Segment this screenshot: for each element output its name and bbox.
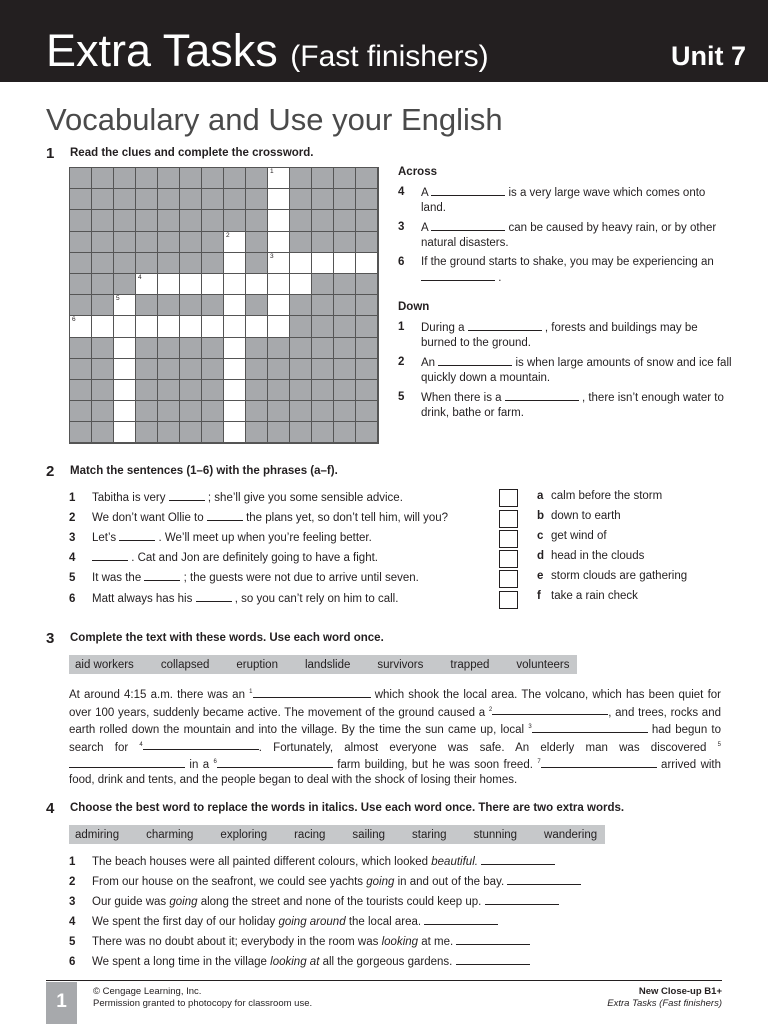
q3-instruction: Complete the text with these words. Use each word once. bbox=[70, 632, 384, 644]
crossword-cell[interactable] bbox=[114, 338, 136, 359]
crossword-block bbox=[92, 422, 114, 443]
crossword-cell[interactable] bbox=[180, 274, 202, 295]
crossword-block bbox=[334, 295, 356, 316]
crossword-block bbox=[356, 422, 378, 443]
crossword-block bbox=[224, 168, 246, 189]
crossword-block bbox=[290, 168, 312, 189]
crossword-cell[interactable] bbox=[136, 274, 158, 295]
crossword-clue-number: 1 bbox=[270, 168, 274, 175]
crossword-block bbox=[356, 359, 378, 380]
crossword-clue-number: 6 bbox=[72, 316, 76, 324]
crossword-cell[interactable] bbox=[268, 295, 290, 316]
crossword-block bbox=[158, 380, 180, 401]
crossword-block bbox=[180, 189, 202, 210]
answer-blank[interactable] bbox=[431, 220, 505, 231]
crossword-block bbox=[92, 380, 114, 401]
crossword-block bbox=[180, 359, 202, 380]
crossword-block bbox=[312, 422, 334, 443]
crossword-block bbox=[312, 210, 334, 231]
italics-item: 6 We spent a long time in the village looking at all the gorgeous gardens. bbox=[69, 954, 530, 968]
crossword-cell[interactable] bbox=[290, 274, 312, 295]
match-phrase: e storm clouds are gathering bbox=[537, 570, 688, 582]
word-box-item: racing bbox=[294, 828, 326, 841]
crossword-block bbox=[290, 338, 312, 359]
crossword-block bbox=[136, 401, 158, 422]
match-answer-box[interactable] bbox=[499, 591, 518, 609]
crossword-block bbox=[356, 168, 378, 189]
crossword-cell[interactable] bbox=[180, 316, 202, 337]
crossword-block bbox=[246, 189, 268, 210]
crossword-block bbox=[356, 232, 378, 253]
crossword-block bbox=[180, 422, 202, 443]
crossword-block bbox=[290, 232, 312, 253]
crossword-block bbox=[334, 380, 356, 401]
italics-item: 5 There was no doubt about it; everybody in the room was looking at me. bbox=[69, 934, 530, 948]
answer-blank[interactable] bbox=[421, 270, 495, 281]
crossword-block bbox=[290, 422, 312, 443]
unit-label: Unit 7 bbox=[670, 41, 746, 71]
crossword-block bbox=[290, 380, 312, 401]
crossword-block bbox=[356, 189, 378, 210]
page-number: 1 bbox=[46, 982, 77, 1024]
answer-blank[interactable] bbox=[92, 550, 128, 561]
crossword-block bbox=[312, 359, 334, 380]
crossword-cell[interactable] bbox=[268, 274, 290, 295]
crossword-block bbox=[246, 232, 268, 253]
match-answer-box[interactable] bbox=[499, 489, 518, 507]
crossword-block bbox=[70, 232, 92, 253]
crossword-block bbox=[92, 338, 114, 359]
crossword-block bbox=[202, 232, 224, 253]
crossword-block bbox=[92, 401, 114, 422]
word-box-item: exploring bbox=[220, 828, 268, 841]
crossword-block bbox=[158, 168, 180, 189]
q1-instruction: Read the clues and complete the crossword. bbox=[70, 147, 314, 159]
crossword-block bbox=[290, 189, 312, 210]
crossword-block bbox=[268, 338, 290, 359]
crossword-block bbox=[158, 189, 180, 210]
crossword-block bbox=[268, 422, 290, 443]
down-heading: Down bbox=[398, 301, 430, 313]
word-box-item: aid workers bbox=[75, 658, 134, 671]
crossword-block bbox=[92, 295, 114, 316]
crossword-block bbox=[70, 189, 92, 210]
word-box-item: staring bbox=[412, 828, 447, 841]
q2-instruction: Match the sentences (1–6) with the phrases (a–f). bbox=[70, 465, 338, 477]
word-box-item: survivors bbox=[377, 658, 424, 671]
crossword-block bbox=[180, 253, 202, 274]
across-heading: Across bbox=[398, 166, 437, 178]
q2-number: 2 bbox=[46, 463, 55, 480]
crossword-block bbox=[158, 232, 180, 253]
crossword-block bbox=[312, 401, 334, 422]
match-phrase: f take a rain check bbox=[537, 590, 638, 602]
answer-blank[interactable] bbox=[119, 530, 155, 541]
answer-blank[interactable] bbox=[532, 722, 648, 733]
answer-blank[interactable] bbox=[217, 757, 333, 768]
crossword-block bbox=[356, 274, 378, 295]
match-sentence: 3 Let’s . We’ll meet up when you’re feeling better. bbox=[69, 532, 372, 544]
crossword-block bbox=[136, 295, 158, 316]
crossword-block bbox=[334, 401, 356, 422]
crossword-block bbox=[180, 168, 202, 189]
crossword-block bbox=[202, 189, 224, 210]
crossword-block bbox=[356, 210, 378, 231]
crossword-block bbox=[268, 380, 290, 401]
crossword-block bbox=[246, 253, 268, 274]
crossword-block bbox=[224, 189, 246, 210]
crossword-block bbox=[92, 274, 114, 295]
crossword-block bbox=[180, 401, 202, 422]
crossword-block bbox=[180, 210, 202, 231]
answer-blank[interactable] bbox=[144, 570, 180, 581]
crossword-block bbox=[312, 316, 334, 337]
crossword-block bbox=[246, 295, 268, 316]
match-phrase: b down to earth bbox=[537, 510, 621, 522]
crossword-block bbox=[158, 359, 180, 380]
footer-copyright: © Cengage Learning, Inc. Permission granted to photocopy for classroom use. bbox=[93, 986, 313, 1009]
word-box-item: collapsed bbox=[160, 658, 210, 671]
answer-blank[interactable] bbox=[481, 854, 555, 865]
crossword-block bbox=[246, 210, 268, 231]
answer-blank[interactable] bbox=[169, 490, 205, 501]
q4-number: 4 bbox=[46, 800, 55, 817]
crossword-block bbox=[246, 380, 268, 401]
crossword-block bbox=[158, 338, 180, 359]
crossword-block bbox=[246, 422, 268, 443]
answer-blank[interactable] bbox=[505, 390, 579, 401]
crossword-block bbox=[70, 422, 92, 443]
crossword-block bbox=[312, 295, 334, 316]
crossword-block bbox=[202, 210, 224, 231]
crossword-cell[interactable] bbox=[268, 232, 290, 253]
crossword-block bbox=[114, 274, 136, 295]
crossword-block bbox=[202, 380, 224, 401]
crossword-block bbox=[92, 359, 114, 380]
crossword-block bbox=[136, 338, 158, 359]
crossword-cell[interactable] bbox=[268, 189, 290, 210]
crossword-block bbox=[202, 422, 224, 443]
crossword-block bbox=[246, 401, 268, 422]
crossword-block bbox=[180, 232, 202, 253]
match-sentence: 1 Tabitha is very ; she’ll give you some sensible advice. bbox=[69, 492, 403, 504]
crossword-block bbox=[334, 232, 356, 253]
crossword-block bbox=[334, 274, 356, 295]
crossword-cell[interactable] bbox=[224, 359, 246, 380]
match-phrase: c get wind of bbox=[537, 530, 607, 542]
word-box bbox=[69, 825, 605, 844]
crossword-block bbox=[268, 401, 290, 422]
crossword-block bbox=[70, 253, 92, 274]
crossword-cell[interactable] bbox=[224, 253, 246, 274]
crossword-block bbox=[180, 380, 202, 401]
crossword-block bbox=[290, 401, 312, 422]
crossword-block bbox=[356, 380, 378, 401]
crossword-cell[interactable] bbox=[268, 168, 290, 189]
crossword-block bbox=[334, 168, 356, 189]
crossword-block bbox=[356, 295, 378, 316]
match-answer-box[interactable] bbox=[499, 550, 518, 568]
down-clue: 1 During a , forests and buildings may be burned to the ground. bbox=[398, 321, 698, 349]
crossword-block bbox=[312, 380, 334, 401]
crossword-block bbox=[202, 295, 224, 316]
crossword-block bbox=[290, 359, 312, 380]
crossword-cell[interactable] bbox=[114, 401, 136, 422]
crossword-block bbox=[180, 338, 202, 359]
crossword-cell[interactable] bbox=[224, 338, 246, 359]
q3-number: 3 bbox=[46, 630, 55, 647]
crossword-cell[interactable] bbox=[202, 316, 224, 337]
answer-blank[interactable] bbox=[143, 739, 259, 750]
crossword-block bbox=[246, 168, 268, 189]
italics-item: 1 The beach houses were all painted different colours, which looked beautiful. bbox=[69, 854, 555, 868]
page-title: Extra Tasks (Fast finishers) bbox=[46, 25, 489, 76]
crossword-cell[interactable] bbox=[114, 359, 136, 380]
crossword-block bbox=[356, 401, 378, 422]
word-box-item: stunning bbox=[473, 828, 518, 841]
crossword-cell[interactable] bbox=[224, 316, 246, 337]
crossword-block bbox=[136, 232, 158, 253]
answer-blank[interactable] bbox=[456, 954, 530, 965]
crossword-cell[interactable] bbox=[92, 316, 114, 337]
match-sentence: 2 We don’t want Ollie to the plans yet, so don’t tell him, will you? bbox=[69, 512, 449, 524]
section-title: Vocabulary and Use your English bbox=[46, 102, 503, 137]
crossword-cell[interactable] bbox=[268, 316, 290, 337]
match-sentence: 5 It was the ; the guests were not due to arrive until seven. bbox=[69, 572, 419, 584]
crossword-cell[interactable] bbox=[136, 316, 158, 337]
word-box-item: admiring bbox=[75, 828, 120, 841]
word-box-item: sailing bbox=[352, 828, 386, 841]
crossword-block bbox=[70, 359, 92, 380]
crossword-block bbox=[136, 359, 158, 380]
crossword-cell[interactable] bbox=[114, 380, 136, 401]
crossword-block bbox=[70, 380, 92, 401]
crossword-block bbox=[356, 338, 378, 359]
crossword-block bbox=[158, 295, 180, 316]
page-subtitle: (Fast finishers) bbox=[290, 40, 489, 73]
crossword-cell[interactable] bbox=[202, 274, 224, 295]
word-box-item: landslide bbox=[304, 658, 351, 671]
answer-blank[interactable] bbox=[492, 704, 608, 715]
italics-item: 2 From our house on the seafront, we could see yachts going in and out of the bay. bbox=[69, 874, 581, 888]
crossword-cell[interactable] bbox=[356, 253, 378, 274]
crossword-cell[interactable] bbox=[70, 316, 92, 337]
crossword-cell[interactable] bbox=[114, 316, 136, 337]
crossword-cell[interactable] bbox=[158, 316, 180, 337]
match-answer-box[interactable] bbox=[499, 510, 518, 528]
crossword-block bbox=[114, 168, 136, 189]
crossword-block bbox=[202, 338, 224, 359]
word-box-item: charming bbox=[146, 828, 194, 841]
crossword-block bbox=[202, 168, 224, 189]
crossword-block bbox=[202, 253, 224, 274]
crossword-block bbox=[246, 359, 268, 380]
crossword-block bbox=[114, 232, 136, 253]
crossword-block bbox=[136, 210, 158, 231]
crossword-cell[interactable] bbox=[246, 316, 268, 337]
word-box-item: volunteers bbox=[516, 658, 570, 671]
crossword-block bbox=[334, 189, 356, 210]
q1-number: 1 bbox=[46, 145, 55, 162]
answer-blank[interactable] bbox=[541, 757, 657, 768]
across-clue: 6 If the ground starts to shake, you may be experiencing an . bbox=[398, 256, 714, 284]
crossword-cell[interactable] bbox=[246, 274, 268, 295]
q4-instruction: Choose the best word to replace the words in italics. Use each word once. There are two extra words. bbox=[70, 802, 625, 814]
crossword-cell[interactable] bbox=[114, 422, 136, 443]
answer-blank[interactable] bbox=[196, 591, 232, 602]
crossword-clue-number: 2 bbox=[226, 231, 230, 239]
footer-book-info: New Close-up B1+ Extra Tasks (Fast finishers) bbox=[607, 986, 722, 1009]
crossword-clue-number: 3 bbox=[270, 252, 274, 260]
crossword-block bbox=[290, 295, 312, 316]
crossword-block bbox=[92, 168, 114, 189]
crossword-cell[interactable] bbox=[224, 274, 246, 295]
crossword-block bbox=[136, 253, 158, 274]
crossword-cell[interactable] bbox=[268, 253, 290, 274]
crossword-block bbox=[202, 359, 224, 380]
crossword-cell[interactable] bbox=[224, 401, 246, 422]
crossword-clue-number: 4 bbox=[138, 273, 142, 281]
crossword-block bbox=[290, 210, 312, 231]
match-sentence: 6 Matt always has his , so you can’t rely on him to call. bbox=[69, 593, 399, 605]
crossword-clue-number: 5 bbox=[116, 295, 120, 303]
crossword-block bbox=[70, 295, 92, 316]
crossword-block bbox=[70, 168, 92, 189]
crossword-block bbox=[312, 232, 334, 253]
gap-fill-text: At around 4:15 a.m. there was an $^1$ which shook the local area. The volcano, which has been quiet for over 100 years, suddenly became active. The movement of the ground caused a $^2$ , and trees, rocks and earth rolled down the mountain and into the village. By the time the sun came up, local $^3$ had begun to search for $^4$ . Fortunately, almost everyone was safe. An elderly man was discovered $^5$ in a $^6$ farm building, but he was soon freed. $^7$ arrived with food, drink and tents, and the people began to deal with the shock of losing their homes. bbox=[69, 688, 722, 786]
crossword-block bbox=[136, 422, 158, 443]
crossword-block bbox=[70, 338, 92, 359]
crossword-cell[interactable] bbox=[224, 380, 246, 401]
answer-blank[interactable] bbox=[424, 914, 498, 925]
crossword-block bbox=[70, 210, 92, 231]
crossword-block bbox=[136, 380, 158, 401]
answer-blank[interactable] bbox=[485, 894, 559, 905]
italics-item: 4 We spent the first day of our holiday going around the local area. bbox=[69, 914, 498, 928]
match-phrase: d head in the clouds bbox=[537, 550, 645, 562]
crossword-block bbox=[114, 189, 136, 210]
crossword-block bbox=[334, 338, 356, 359]
crossword-block bbox=[92, 232, 114, 253]
answer-blank[interactable] bbox=[507, 874, 581, 885]
match-phrase: a calm before the storm bbox=[537, 490, 663, 502]
down-clue: 2 An is when large amounts of snow and ice fall quickly down a mountain. bbox=[398, 356, 732, 384]
crossword-block bbox=[92, 210, 114, 231]
crossword-block bbox=[334, 316, 356, 337]
crossword-cell[interactable] bbox=[224, 295, 246, 316]
crossword-block bbox=[70, 401, 92, 422]
crossword-block bbox=[246, 338, 268, 359]
crossword-block bbox=[92, 253, 114, 274]
crossword-cell[interactable] bbox=[268, 210, 290, 231]
crossword-block bbox=[312, 189, 334, 210]
across-clue: 4 A is a very large wave which comes onto land. bbox=[398, 186, 706, 214]
crossword-cell[interactable] bbox=[312, 253, 334, 274]
crossword-block bbox=[114, 210, 136, 231]
italics-item: 3 Our guide was going along the street and none of the tourists could keep up. bbox=[69, 894, 559, 908]
crossword-block bbox=[312, 274, 334, 295]
crossword-block bbox=[180, 295, 202, 316]
word-box-item: trapped bbox=[450, 658, 490, 671]
crossword-block bbox=[268, 359, 290, 380]
crossword-block bbox=[136, 189, 158, 210]
answer-blank[interactable] bbox=[456, 934, 530, 945]
match-sentence: 4 . Cat and Jon are definitely going to have a fight. bbox=[69, 552, 378, 564]
word-box bbox=[69, 655, 577, 674]
crossword-block bbox=[136, 168, 158, 189]
answer-blank[interactable] bbox=[207, 510, 243, 521]
answer-blank[interactable] bbox=[438, 355, 512, 366]
crossword-block bbox=[334, 210, 356, 231]
match-answer-box[interactable] bbox=[499, 570, 518, 588]
crossword-block bbox=[312, 168, 334, 189]
crossword-cell[interactable] bbox=[334, 253, 356, 274]
crossword-block bbox=[158, 253, 180, 274]
word-box-item: wandering bbox=[544, 828, 598, 841]
crossword-block bbox=[158, 401, 180, 422]
answer-blank[interactable] bbox=[431, 185, 505, 196]
down-clue: 5 When there is a , there isn’t enough water to drink, bathe or farm. bbox=[398, 391, 724, 419]
across-clue: 3 A can be caused by heavy rain, or by other natural disasters. bbox=[398, 221, 717, 249]
crossword-block bbox=[70, 274, 92, 295]
crossword-cell[interactable] bbox=[158, 274, 180, 295]
answer-blank[interactable] bbox=[69, 757, 185, 768]
crossword-block bbox=[202, 401, 224, 422]
crossword-cell[interactable] bbox=[224, 232, 246, 253]
word-box-item: eruption bbox=[236, 658, 278, 671]
answer-blank[interactable] bbox=[468, 320, 542, 331]
crossword-block bbox=[356, 316, 378, 337]
crossword-block bbox=[224, 210, 246, 231]
crossword-block bbox=[92, 189, 114, 210]
match-answer-box[interactable] bbox=[499, 530, 518, 548]
crossword-grid[interactable] bbox=[69, 167, 379, 444]
crossword-block bbox=[114, 253, 136, 274]
crossword-block bbox=[334, 359, 356, 380]
answer-blank[interactable] bbox=[253, 687, 371, 698]
crossword-block bbox=[158, 422, 180, 443]
crossword-cell[interactable] bbox=[114, 295, 136, 316]
crossword-block bbox=[158, 210, 180, 231]
crossword-cell[interactable] bbox=[224, 422, 246, 443]
crossword-cell[interactable] bbox=[290, 253, 312, 274]
crossword-block bbox=[334, 422, 356, 443]
footer-divider bbox=[46, 980, 722, 981]
crossword-block bbox=[290, 316, 312, 337]
crossword-block bbox=[312, 338, 334, 359]
